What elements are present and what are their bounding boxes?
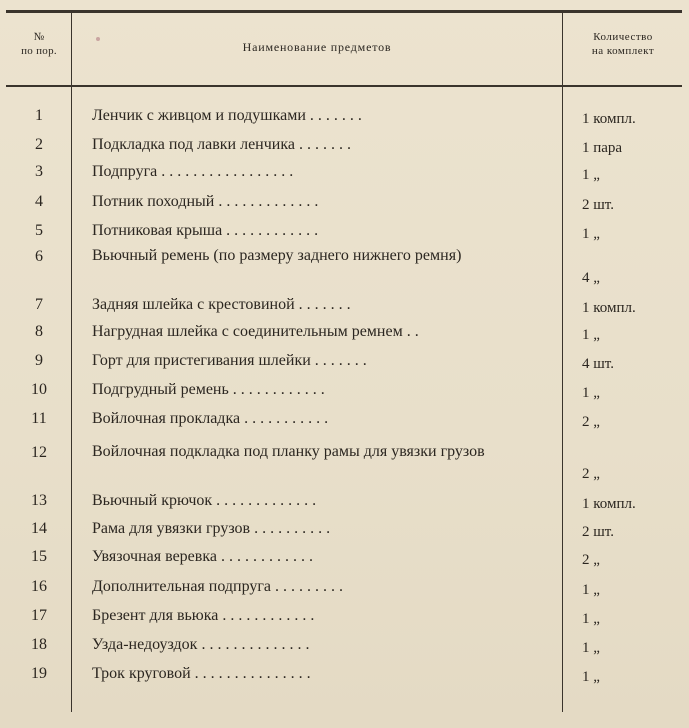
item-quantity: 1 „ [582,582,600,598]
item-name: Вьючный крючок . . . . . . . . . . . . . [92,492,317,509]
row-number: 19 [31,665,47,682]
item-name-text: Войлочная подкладка под планку рамы для увязки грузов [92,443,485,460]
row-number: 9 [35,352,43,369]
item-name: Войлочная прокладка . . . . . . . . . . . [92,410,329,427]
item-quantity: 1 „ [582,640,600,656]
column-divider-2 [562,12,563,712]
item-quantity: 1 компл. [582,496,636,512]
row-number: 18 [31,636,47,653]
header-quantity-column [563,30,683,58]
row-number: 2 [35,136,43,153]
item-name: Нагрудная шлейка с соединительным ремнем . . [92,323,419,340]
item-quantity: 2 „ [582,414,600,430]
table-top-rule [6,10,682,13]
row-number: 5 [35,222,43,239]
item-name: Увязочная веревка . . . . . . . . . . . . [92,548,313,565]
item-name [92,248,554,264]
header-number-column [8,30,70,58]
item-name: Подпруга . . . . . . . . . . . . . . . . . [92,163,294,180]
row-number: 14 [31,520,47,537]
item-name [92,444,554,460]
item-quantity: 4 шт. [582,356,614,372]
header-number-label: по пор. [21,45,57,57]
item-name: Потниковая крыша . . . . . . . . . . . . [92,222,319,239]
item-quantity: 1 „ [582,167,600,183]
item-name: Трок круговой . . . . . . . . . . . . . . . [92,665,311,682]
header-bottom-rule [6,85,682,87]
header-number-sign: № [33,31,45,43]
header-quantity-line1: Количество [593,31,653,43]
item-name-text: Вьючный ремень (по размеру заднего нижнего ремня) [92,247,462,264]
row-number: 7 [35,296,43,313]
row-number: 6 [35,248,43,265]
row-number: 4 [35,193,43,210]
item-quantity: 2 „ [582,466,600,482]
item-quantity: 1 пара [582,140,623,156]
item-quantity: 1 компл. [582,300,636,316]
row-number: 15 [31,548,47,565]
item-quantity: 1 „ [582,669,600,685]
row-number: 10 [31,381,47,398]
item-quantity: 4 „ [582,270,600,286]
header-name-column: Наименование предметов [242,40,392,54]
item-quantity: 1 „ [582,226,600,242]
item-name: Задняя шлейка с крестовиной . . . . . . . [92,296,351,313]
row-number: 17 [31,607,47,624]
item-name: Потник походный . . . . . . . . . . . . . [92,193,319,210]
header-quantity-line2: на комплект [591,45,655,57]
row-number: 16 [31,578,47,595]
item-quantity: 2 „ [582,552,600,568]
item-name: Ленчик с живцом и подушками . . . . . . . [92,107,362,124]
item-name: Узда-недоуздок . . . . . . . . . . . . . . [92,636,310,653]
item-name: Рама для увязки грузов . . . . . . . . . . [92,520,331,537]
item-name: Подкладка под лавки ленчика . . . . . . . [92,136,351,153]
row-number: 1 [35,107,43,124]
row-number: 13 [31,492,47,509]
item-quantity: 1 „ [582,611,600,627]
item-name: Дополнительная подпруга . . . . . . . . . [92,578,344,595]
item-name: Горт для пристегивания шлейки . . . . . . . [92,352,367,369]
item-quantity: 1 компл. [582,111,636,127]
item-quantity: 1 „ [582,327,600,343]
item-name: Подгрудный ремень . . . . . . . . . . . . [92,381,325,398]
item-quantity: 1 „ [582,385,600,401]
row-number: 11 [31,410,47,427]
row-number: 8 [35,323,43,340]
column-divider-1 [71,12,72,712]
row-number: 12 [31,444,47,461]
item-quantity: 2 шт. [582,524,614,540]
item-quantity: 2 шт. [582,197,614,213]
row-number: 3 [35,163,43,180]
item-name: Брезент для вьюка . . . . . . . . . . . . [92,607,315,624]
